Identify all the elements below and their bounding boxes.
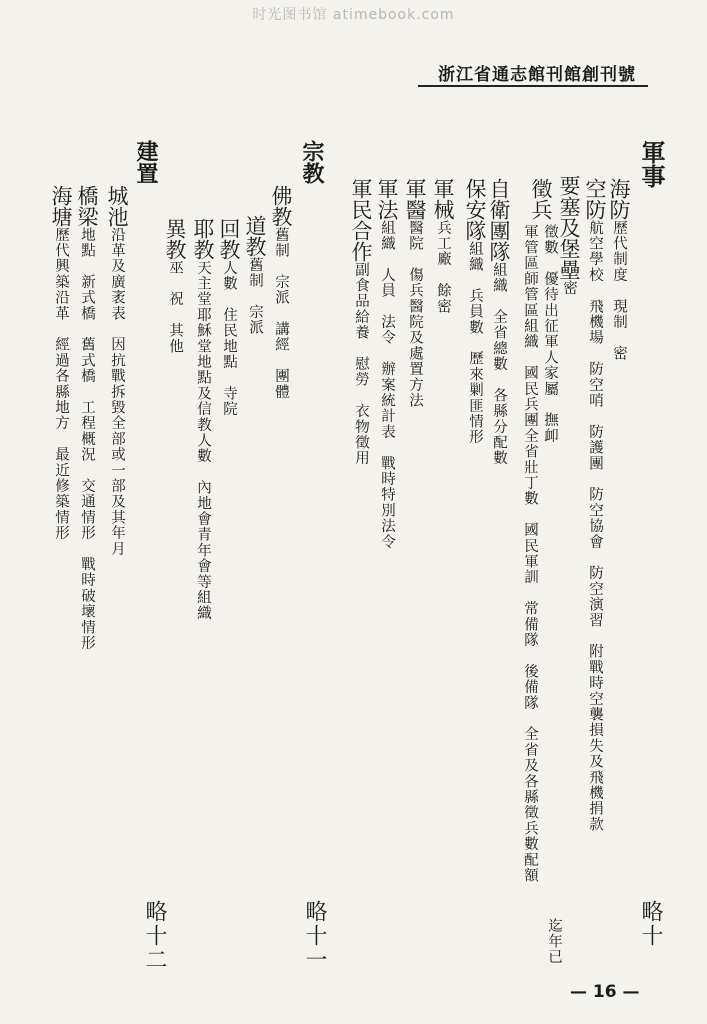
entry-qiaoliang: 橋梁地點 新式橋 舊式橋 工程概況 交通情形 戰時破壞情形 xyxy=(75,185,99,651)
journal-header: 號刊創館刊館志通省江浙 xyxy=(438,65,636,85)
entry-zhengbing-line3: 迄年已 xyxy=(546,918,562,966)
entry-baoan: 保安隊組織 兵員數 歷來剿匪情形 xyxy=(463,178,487,446)
entry-junyi: 軍醫醫院 傷兵醫院及處置方法 xyxy=(403,178,427,409)
section-religion: 宗教 xyxy=(299,140,325,184)
page-number: — 16 — xyxy=(570,982,640,1002)
header-rule xyxy=(418,85,648,87)
entry-zhengbing-head: 徵兵 xyxy=(529,178,553,220)
entry-haifang: 海防歷代制度 現制 密 xyxy=(607,178,631,362)
omitted-marker-12: 略十二 xyxy=(142,900,167,972)
entry-ziwei: 自衛團隊組織 全省總數 各縣分配數 xyxy=(487,178,511,467)
omitted-marker-10: 略十 xyxy=(638,900,663,948)
entry-junxie: 軍械兵工廠 餘密 xyxy=(431,178,455,315)
entry-daojiao: 道教舊制 宗派 xyxy=(243,215,267,336)
entry-junmin: 軍民合作副食品給養 慰勞 衣物徵用 xyxy=(349,178,373,467)
entry-zhengbing-line1: 軍管區師管區組織 國民兵團全省壯丁數 國民軍訓 常備隊 後備隊 全省及各縣徵兵數配額 xyxy=(522,224,538,884)
entry-haitang: 海塘歷代興築沿革 經過各縣地方 最近修築情形 xyxy=(49,185,73,541)
entry-yaosai: 要塞及堡壘密 xyxy=(557,175,581,296)
entry-yejiao: 耶教天主堂耶穌堂地點及信教人數 內地會青年會等組織 xyxy=(191,218,215,622)
entry-huijiao: 回教人數 住民地點 寺院 xyxy=(217,218,241,417)
entry-chengchi: 城池沿革及廣袤表 因抗戰拆毀全部或一部及其年月 xyxy=(105,185,129,557)
entry-junfa: 軍法組織 人員 法令 辦案統計表 戰時特別法令 xyxy=(375,178,399,550)
entry-zhengbing-line2: 徵數 優待出征軍人家屬 撫卹 xyxy=(542,224,558,444)
watermark: 时光图书馆 atimebook.com xyxy=(252,7,455,23)
section-construction: 建置 xyxy=(133,140,159,184)
entry-kongfang: 空防航空學校 飛機場 防空哨 防護團 防空協會 防空演習 附戰時空襲損失及飛機捐款 xyxy=(583,178,607,833)
omitted-marker-11: 略十一 xyxy=(302,900,327,972)
entry-fojiao: 佛教舊制 宗派 講經 團體 xyxy=(269,185,293,400)
entry-yijiao: 異教巫 祝 其他 xyxy=(163,218,187,355)
section-military: 軍事 xyxy=(637,140,666,188)
